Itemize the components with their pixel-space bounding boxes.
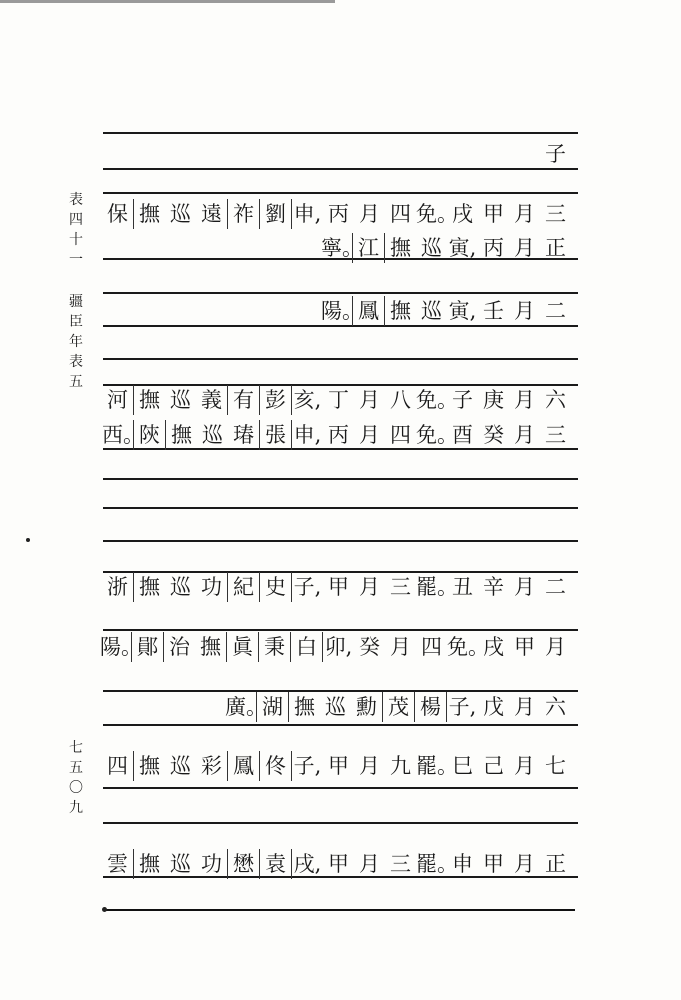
table-cell-char: 巡: [421, 299, 442, 323]
table-cell-char: 四: [102, 751, 134, 781]
table-cell-char: 佟: [260, 751, 292, 781]
table-cell-char: 卯,: [324, 635, 353, 659]
table-cell-char: 月: [514, 695, 535, 719]
table-cell-char: 白: [291, 632, 323, 662]
margin-char: 十: [69, 232, 83, 248]
table-cell-char: 六: [545, 388, 566, 412]
table-cell-char: 四: [421, 635, 442, 659]
table-rule: [103, 358, 578, 360]
table-cell-char: 甲: [483, 202, 504, 226]
table-cell-char: 巳: [452, 754, 473, 778]
table-row: [102, 197, 571, 231]
table-cell-char: 撫: [294, 695, 315, 719]
table-cell-char: 廣。: [225, 692, 257, 722]
table-cell-char: 彩: [196, 751, 228, 781]
table-cell-char: 二: [545, 575, 566, 599]
table-cell-char: 西。: [102, 420, 134, 450]
table-cell-char: 巡: [170, 388, 191, 412]
table-cell-char: 申,: [293, 423, 322, 447]
table-cell-char: 子,: [293, 754, 322, 778]
margin-char: 疆: [69, 294, 83, 310]
table-rule: [103, 724, 578, 726]
table-cell-char: 辛: [483, 575, 504, 599]
table-cell-char: 撫: [390, 299, 411, 323]
table-cell-char: 四: [390, 423, 411, 447]
table-cell-char: 三: [390, 852, 411, 876]
table-cell-char: 三: [545, 202, 566, 226]
table-row: [225, 690, 571, 724]
table-cell-char: 甲: [328, 575, 349, 599]
table-cell-char: 三: [545, 423, 566, 447]
table-cell-char: 義: [196, 385, 228, 415]
table-cell-char: 巡: [421, 236, 442, 260]
table-cell-char: 己: [483, 754, 504, 778]
table-cell-char: 撫: [139, 575, 160, 599]
table-cell-char: 紀: [228, 572, 260, 602]
table-cell-char: 撫: [139, 202, 160, 226]
table-cell-char: 四: [390, 202, 411, 226]
table-rule: [103, 787, 578, 789]
table-cell-char: 庚: [483, 388, 504, 412]
table-row: [102, 418, 571, 452]
table-cell-char: 甲: [328, 852, 349, 876]
table-cell-char: 二: [545, 299, 566, 323]
table-cell-char: 正: [545, 852, 566, 876]
page-number-char: 九: [69, 800, 83, 816]
table-rule: [103, 822, 578, 824]
table-cell-char: 九: [390, 754, 411, 778]
table-cell-char: 鳳: [228, 751, 260, 781]
table-cell-char: 劉: [260, 199, 292, 229]
table-cell-char: 瑃: [228, 420, 260, 450]
table-cell-char: 巡: [170, 202, 191, 226]
table-cell-char: 楊: [415, 692, 447, 722]
table-row: [102, 383, 571, 417]
table-rule: [103, 478, 578, 480]
table-cell-char: 撫: [390, 236, 411, 260]
table-cell-char: 戊: [483, 695, 504, 719]
scan-speck: [102, 907, 107, 912]
table-cell-char: 申,: [293, 202, 322, 226]
table-rule: [103, 192, 578, 194]
margin-char: 四: [69, 212, 83, 228]
table-cell-char: 史: [260, 572, 292, 602]
table-cell-char: 戌,: [293, 852, 322, 876]
page-number-char: 〇: [69, 780, 83, 796]
table-cell-char: 子,: [448, 695, 477, 719]
table-cell-char: 祚: [228, 199, 260, 229]
table-rule: [103, 168, 578, 170]
table-cell-char: 陽。: [100, 632, 132, 662]
table-cell-char: 六: [545, 695, 566, 719]
table-cell-char: 月: [514, 299, 535, 323]
table-cell-char: 三: [390, 575, 411, 599]
table-cell-char: 江: [353, 233, 385, 263]
margin-running-title: [64, 190, 88, 392]
table-cell-char: 撫: [139, 852, 160, 876]
table-cell-char: 月: [514, 754, 535, 778]
table-cell-char: 撫: [139, 754, 160, 778]
table-cell-char: 免。: [416, 388, 458, 412]
table-cell-char: 治: [169, 635, 190, 659]
margin-char: 一: [69, 252, 83, 268]
table-cell-char: 巡: [170, 852, 191, 876]
bottom-rule: [105, 909, 575, 911]
table-cell-char: 月: [514, 202, 535, 226]
table-cell-char: 寅,: [448, 299, 477, 323]
table-cell-char: 免。: [416, 423, 458, 447]
table-cell-char: 申: [452, 852, 473, 876]
table-rule: [103, 540, 578, 542]
table-cell-char: 撫: [139, 388, 160, 412]
table-cell-char: 月: [359, 852, 380, 876]
table-row: [102, 847, 571, 881]
table-cell-char: 月: [390, 635, 411, 659]
table-cell-char: 彭: [260, 385, 292, 415]
table-cell-char: 丙: [328, 202, 349, 226]
table-cell-char: 正: [545, 236, 566, 260]
margin-char: 年: [69, 334, 83, 350]
page-number-char: 五: [69, 760, 83, 776]
table-cell-char: 子: [452, 388, 473, 412]
table-cell-char: 鳳: [353, 296, 385, 326]
table-cell-char: 撫: [171, 423, 192, 447]
table-cell-char: 月: [514, 575, 535, 599]
table-cell-char: 月: [359, 423, 380, 447]
table-cell-char: 丑: [452, 575, 473, 599]
table-cell-char: 陽。: [321, 296, 353, 326]
table-cell-char: 眞: [227, 632, 259, 662]
table-cell-char: 癸: [359, 635, 380, 659]
margin-char: 五: [69, 374, 83, 390]
table-row: [540, 137, 571, 171]
table-cell-char: 鄖: [132, 632, 164, 662]
table-cell-char: 免。: [416, 202, 458, 226]
margin-char: 臣: [69, 314, 83, 330]
table-cell-char: 巡: [170, 575, 191, 599]
table-row: [321, 294, 571, 328]
table-cell-char: 巡: [325, 695, 346, 719]
table-cell-char: 月: [514, 388, 535, 412]
table-cell-char: 子: [545, 142, 566, 166]
table-rule: [103, 132, 578, 134]
table-cell-char: 丁: [328, 388, 349, 412]
table-cell-char: 寅,: [448, 236, 477, 260]
table-cell-char: 巡: [170, 754, 191, 778]
table-cell-char: 茂: [383, 692, 415, 722]
margin-char: 表: [69, 354, 83, 370]
table-cell-char: 罷。: [416, 575, 458, 599]
table-cell-char: 罷。: [416, 852, 458, 876]
table-cell-char: 月: [514, 423, 535, 447]
table-cell-char: 月: [359, 754, 380, 778]
table-cell-char: 勳: [351, 692, 383, 722]
table-cell-char: 亥,: [293, 388, 322, 412]
table-row: [102, 749, 571, 783]
table-cell-char: 月: [514, 236, 535, 260]
table-cell-char: 甲: [328, 754, 349, 778]
margin-char: 表: [69, 192, 83, 208]
table-cell-char: 甲: [483, 852, 504, 876]
table-cell-char: 酉: [452, 423, 473, 447]
table-cell-char: 保: [102, 199, 134, 229]
table-rule: [103, 507, 578, 509]
table-cell-char: 免。: [447, 635, 489, 659]
table-cell-char: 袁: [260, 849, 292, 879]
table-cell-char: 巡: [202, 423, 223, 447]
table-cell-char: 壬: [483, 299, 504, 323]
table-cell-char: 功: [196, 572, 228, 602]
table-cell-char: 丙: [483, 236, 504, 260]
table-cell-char: 撫: [195, 632, 227, 662]
table-cell-char: 懋: [228, 849, 260, 879]
table-cell-char: 癸: [483, 423, 504, 447]
table-row: [100, 630, 571, 664]
table-cell-char: 子,: [293, 575, 322, 599]
table-cell-char: 陝: [134, 420, 166, 450]
scan-speck: [26, 538, 30, 542]
table-cell-char: 罷。: [416, 754, 458, 778]
table-cell-char: 浙: [102, 572, 134, 602]
table-cell-char: 丙: [328, 423, 349, 447]
table-cell-char: 戌: [483, 635, 504, 659]
table-cell-char: 甲: [514, 635, 535, 659]
page-number: [64, 738, 88, 818]
table-row: [102, 570, 571, 604]
page-number-char: 七: [69, 740, 83, 756]
table-cell-char: 秉: [259, 632, 291, 662]
table-cell-char: 遠: [196, 199, 228, 229]
table-cell-char: 七: [545, 754, 566, 778]
table-cell-char: 月: [514, 852, 535, 876]
table-cell-char: 湖: [257, 692, 289, 722]
table-row: [321, 231, 571, 265]
table-cell-char: 八: [390, 388, 411, 412]
table-cell-char: 河: [102, 385, 134, 415]
table-cell-char: 月: [359, 202, 380, 226]
table-cell-char: 雲: [102, 849, 134, 879]
table-cell-char: 張: [260, 420, 292, 450]
table-cell-char: 戌: [452, 202, 473, 226]
table-cell-char: 月: [359, 388, 380, 412]
table-cell-char: 月: [545, 635, 566, 659]
table-cell-char: 月: [359, 575, 380, 599]
table-cell-char: 有: [228, 385, 260, 415]
table-cell-char: 寧。: [321, 233, 353, 263]
scan-edge-line: [0, 0, 335, 3]
table-cell-char: 功: [196, 849, 228, 879]
